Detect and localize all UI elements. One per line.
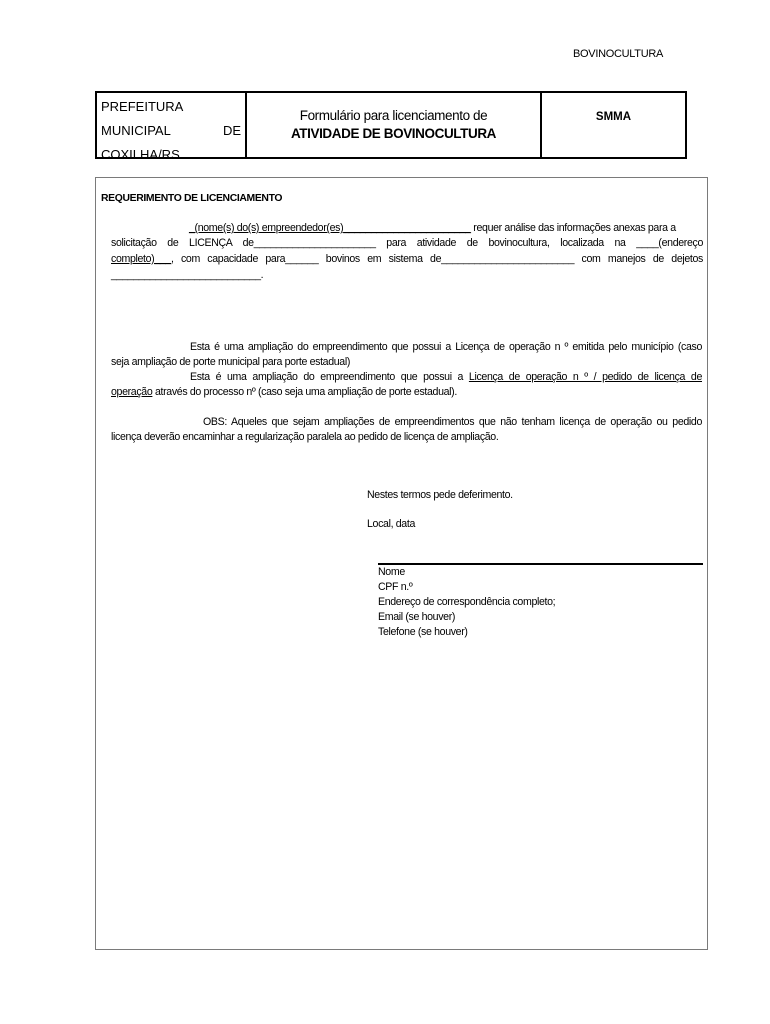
signer-phone: Telefone (se houver) [378,626,468,638]
applicant-name-field[interactable]: _(nome(s) do(s) empreendedor(es) [189,222,344,234]
org-line-2-a: MUNICIPAL [101,123,171,138]
place-date[interactable]: Local, data [367,518,415,530]
header-table [95,91,687,162]
p3-l2-text: através do processo nº (caso seja uma ampliação de porte estadual). [152,386,457,398]
org-line-2 [101,119,241,143]
paragraph-1-line-4: ___________________________. [111,269,264,281]
obs-line-2: licença deverão encaminhar a regularização paralela ao pedido de licença de ampliação. [111,431,499,443]
applicant-name-blank[interactable]: _______________________ [343,222,471,234]
paragraph-1-line-3 [111,253,703,265]
section-title: REQUERIMENTO DE LICENCIAMENTO [101,193,283,204]
org-line-2-b: DE [222,123,241,138]
p1-l1-text: requer análise das informações anexas para a [470,222,676,234]
title-cell [245,93,540,157]
p1-l3-text: , com capacidade para______ bovinos em sistema de________________________ com manejos de dejetos [171,253,703,265]
signer-address: Endereço de correspondência completo; [378,596,556,608]
paragraph-2-line-2: seja ampliação de porte municipal para porte estadual) [111,356,351,368]
closing-text: Nestes termos pede deferimento. [367,489,513,501]
form-title-line-2: ATIVIDADE DE BOVINOCULTURA [290,126,497,141]
signer-name: Nome [378,566,405,578]
agency-label: SMMA [595,111,632,123]
paragraph-3-line-2 [111,386,457,398]
p3-l1-text: Esta é uma ampliação do empreendimento que possui a [190,371,469,383]
paragraph-3-line-1 [190,371,702,383]
signer-cpf: CPF n.º [378,581,413,593]
org-cell [97,93,245,162]
org-line-1: PREFEITURA [101,99,184,114]
paragraph-1-line-1 [189,222,676,234]
signature-line [378,563,703,565]
paragraph-2-line-1: Esta é uma ampliação do empreendimento que possui a Licença de operação n º emitida pelo município (caso [190,341,702,353]
paragraph-1-line-2: solicitação de LICENÇA de______________________ para atividade de bovinocultura, localizada na ____(endereço [111,237,703,249]
signer-email: Email (se houver) [378,611,456,623]
running-head: BOVINOCULTURA [573,48,664,60]
org-line-3: COXILHA/RS [101,147,180,162]
license-reference: Licença de operação n º / pedido de licença de [468,371,702,383]
license-reference-end: operação [111,386,153,398]
agency-cell [540,93,685,157]
form-title-line-1: Formulário para licenciamento de [299,108,488,123]
obs-line-1: OBS: Aqueles que sejam ampliações de empreendimentos que não tenham licença de operação ou pedido [203,416,702,428]
address-field[interactable]: completo)___ [111,253,171,265]
